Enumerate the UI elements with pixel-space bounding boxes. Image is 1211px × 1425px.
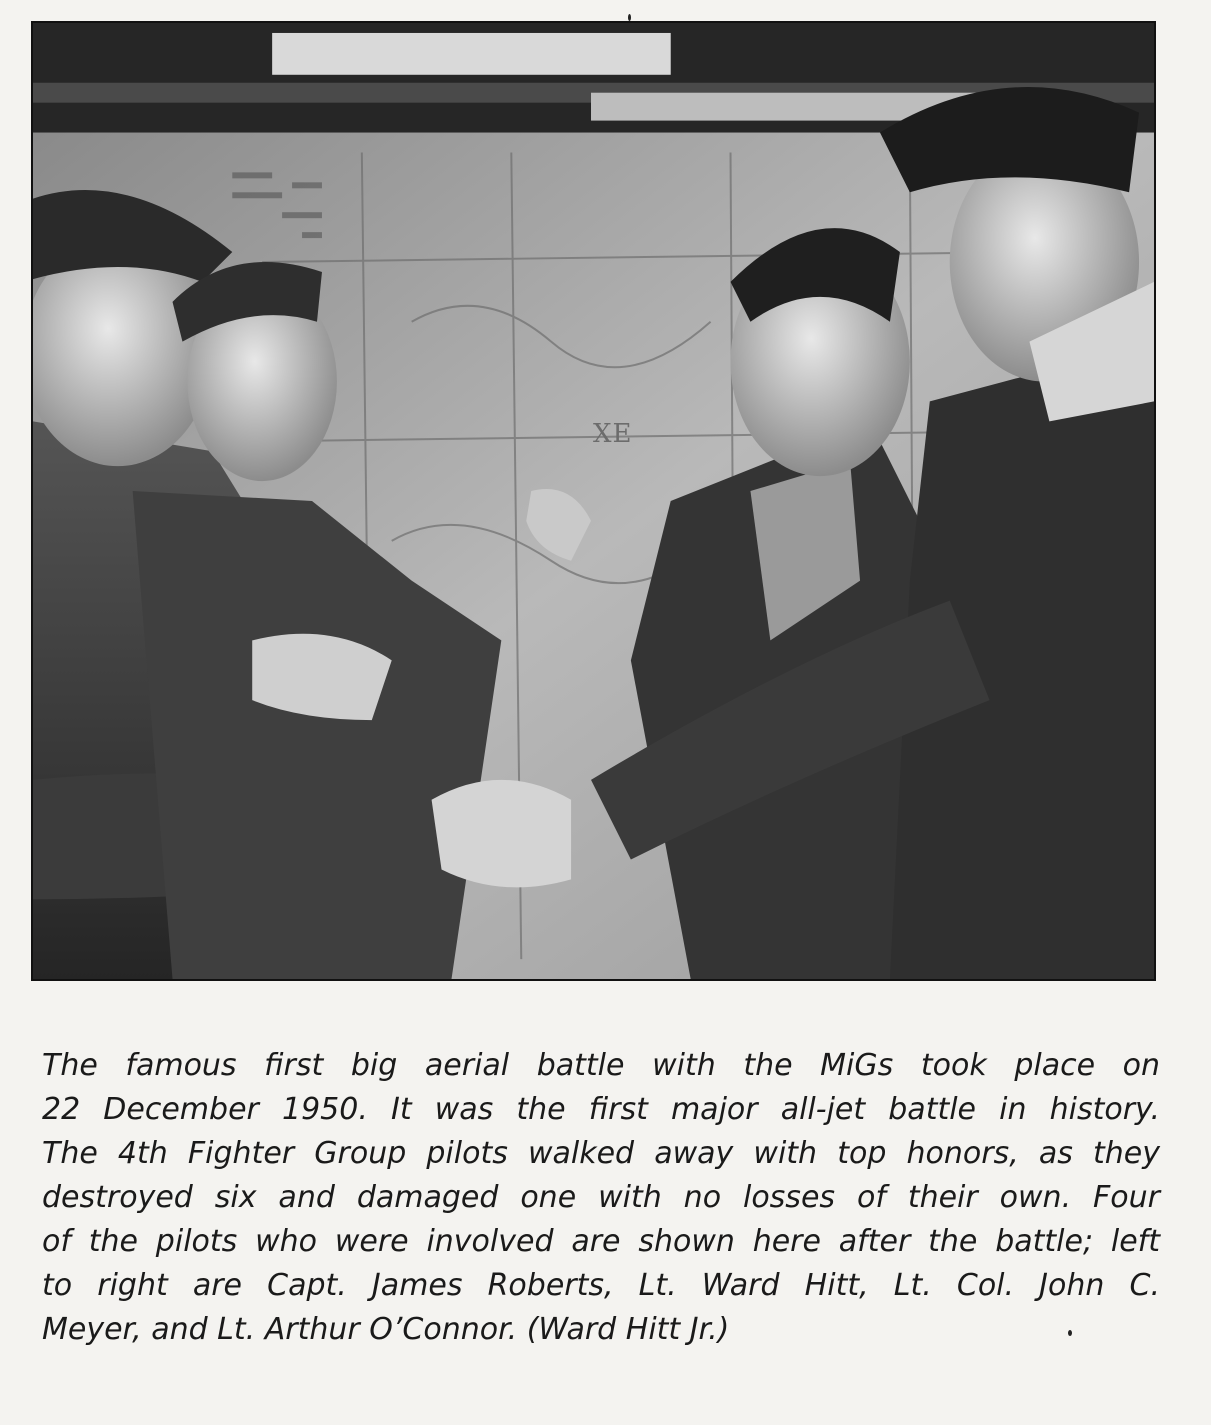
map-marking-text: XE bbox=[593, 419, 633, 449]
caption-line: to right are Capt. James Roberts, Lt. Ward Hitt, Lt. Col. John C. bbox=[42, 1268, 1160, 1303]
photo-caption bbox=[42, 1044, 1160, 1352]
ceiling-beam bbox=[272, 33, 671, 75]
caption-line: The 4th Fighter Group pilots walked away with top honors, as they bbox=[42, 1136, 1160, 1171]
print-speck bbox=[628, 14, 631, 21]
caption-line: The famous first big aerial battle with the MiGs took place on bbox=[42, 1048, 1160, 1083]
caption-line: of the pilots who were involved are shown here after the battle; left bbox=[42, 1224, 1160, 1259]
photo-illustration bbox=[33, 23, 1154, 979]
handshake bbox=[432, 780, 572, 888]
historical-photograph bbox=[31, 21, 1156, 981]
caption-line: destroyed six and damaged one with no losses of their own. Four bbox=[42, 1180, 1160, 1215]
caption-line: 22 December 1950. It was the first major all-jet battle in history. bbox=[42, 1092, 1160, 1127]
caption-line: Meyer, and Lt. Arthur O’Connor. (Ward Hitt Jr.) bbox=[42, 1312, 730, 1347]
